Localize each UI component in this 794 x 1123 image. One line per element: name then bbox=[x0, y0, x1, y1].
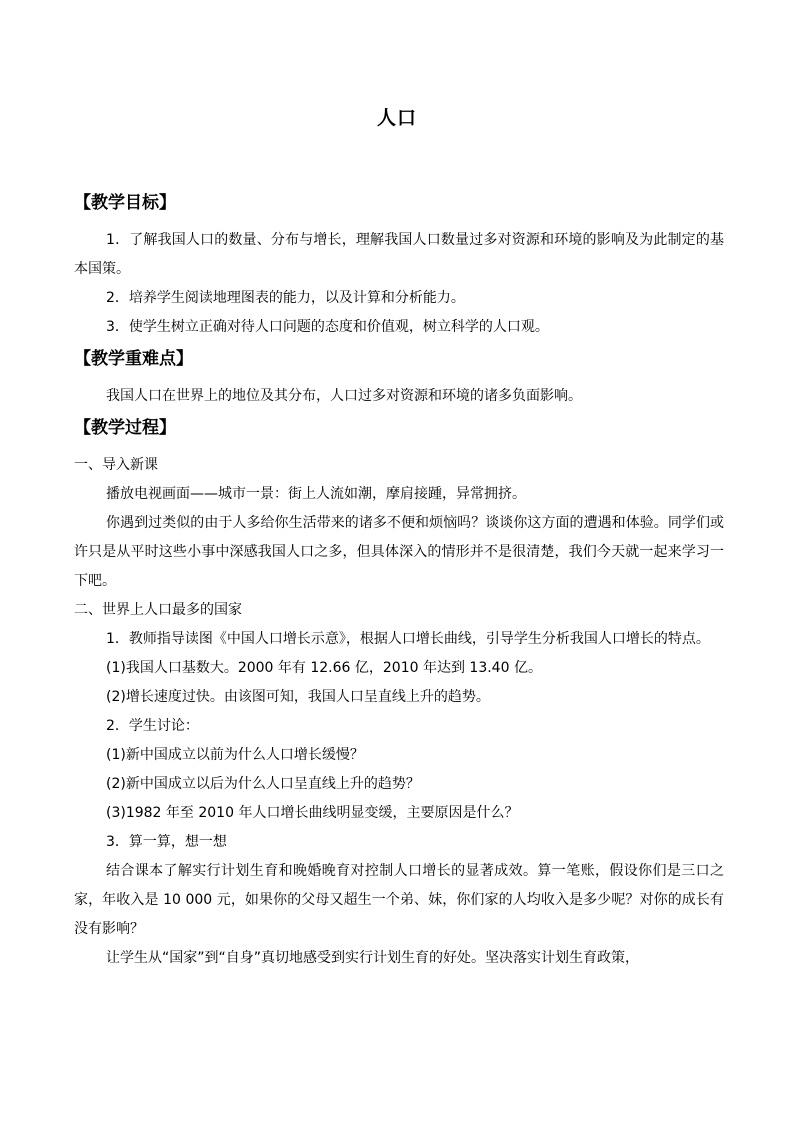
paragraph: 3．算一算，想一想 bbox=[106, 834, 227, 850]
key-points-text: 我国人口在世界上的地位及其分布，人口过多对资源和环境的诸多负面影响。 bbox=[106, 388, 582, 404]
paragraph: (2)增长速度过快。由该图可知，我国人口呈直线上升的趋势。 bbox=[106, 689, 490, 705]
discussion-question: (2)新中国成立以后为什么人口呈直线上升的趋势？ bbox=[106, 776, 420, 792]
paragraph: 让学生从“国家”到“自身”真切地感受到实行计划生育的好处。坚决落实计划生育政策， bbox=[106, 950, 640, 966]
subsection-title: 一、导入新课 bbox=[74, 457, 158, 473]
paragraph: 1．教师指导读图《中国人口增长示意》，根据人口增长曲线，引导学生分析我国人口增长的特点。 bbox=[106, 631, 710, 647]
paragraph: (1)我国人口基数大。2000 年有 12.66 亿，2010 年达到 13.40 亿。 bbox=[106, 660, 542, 676]
subsection-title: 二、世界上人口最多的国家 bbox=[74, 602, 242, 618]
discussion-question: (3)1982 年至 2010 年人口增长曲线明显变缓，主要原因是什么？ bbox=[106, 805, 519, 821]
page-title: 人口 bbox=[376, 107, 417, 129]
paragraph: 2．学生讨论： bbox=[106, 718, 199, 734]
discussion-question: (1)新中国成立以前为什么人口增长缓慢？ bbox=[106, 747, 364, 763]
paragraph: 你遇到过类似的由于人多给你生活带来的诸多不便和烦恼吗？谈谈你这方面的遭遇和体验。同学们或许只是从平时这些小事中深感我国人口之多，但具体深入的情形并不是很清楚，我们今天就一起来学习一下吧。 bbox=[74, 515, 724, 589]
section-heading-process: 【教学过程】 bbox=[74, 418, 176, 438]
goal-item: 2．培养学生阅读地理图表的能力，以及计算和分析能力。 bbox=[106, 290, 465, 306]
paragraph: 结合课本了解实行计划生育和晚婚晚育对控制人口增长的显著成效。算一笔账，假设你们是三口之家，年收入是 10 000 元，如果你的父母又超生一个弟、妹，你们家的人均收入是多少呢？对你的成长有没有影响？ bbox=[74, 863, 724, 937]
paragraph: 播放电视画面——城市一景：街上人流如潮，摩肩接踵，异常拥挤。 bbox=[106, 486, 526, 502]
goal-item: 1．了解我国人口的数量、分布与增长，理解我国人口数量过多对资源和环境的影响及为此制定的基本国策。 bbox=[74, 232, 724, 277]
goal-item: 3．使学生树立正确对待人口问题的态度和价值观，树立科学的人口观。 bbox=[106, 319, 549, 335]
section-heading-key-points: 【教学重难点】 bbox=[74, 349, 193, 369]
section-heading-goals: 【教学目标】 bbox=[74, 193, 176, 213]
document-body bbox=[74, 186, 724, 973]
